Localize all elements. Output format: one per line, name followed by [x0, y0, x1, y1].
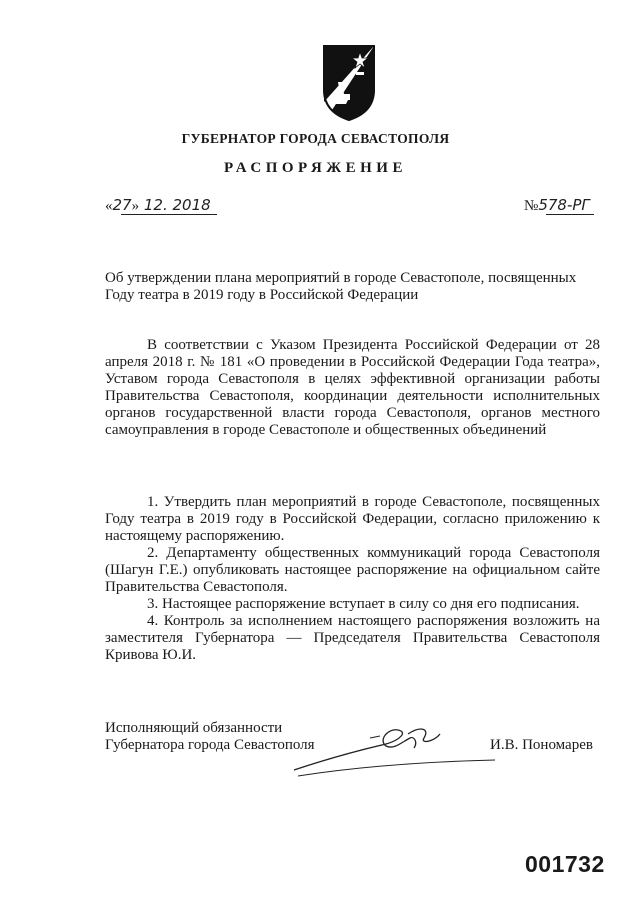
preamble-text: В соответствии с Указом Президента Российской Федерации от 28 апреля 2018 г. № 181 «О проведении в Российской Федерации Года театра», Уставом города Севастополя в целях эффективной организации работы Правительства Севастополя, координации деятельности исполнительных органов государственной власти города Севастополя, органов местного самоуправления в городе Севастополе и общественных объединений [105, 337, 600, 438]
date-underline [121, 214, 217, 215]
document-type-title: РАСПОРЯЖЕНИЕ [224, 160, 407, 176]
number-underline [546, 214, 594, 215]
signatory-title-line2: Губернатора города Севастополя [105, 737, 315, 753]
number-sign: № [524, 198, 539, 214]
document-date [105, 196, 217, 215]
document-subject: Об утверждении плана мероприятий в городе Севастополе, посвященных Году театра в 2019 году в Российской Федерации [105, 270, 577, 303]
handwritten-signature [290, 720, 500, 780]
serial-number: 001732 [525, 851, 605, 877]
number-value: 578-РГ [538, 196, 590, 214]
signatory-title [105, 720, 315, 754]
order-item: 3. Настоящее распоряжение вступает в силу со дня его подписания. [147, 596, 580, 612]
preamble [105, 337, 600, 439]
issuing-authority: ГУБЕРНАТОР ГОРОДА СЕВАСТОПОЛЯ [181, 131, 450, 146]
date-close-quote: » [131, 198, 140, 214]
signatory-title-line1: Исполняющий обязанности [105, 720, 283, 736]
date-day: 27 [112, 196, 132, 214]
signatory-name: И.В. Пономарев [490, 737, 593, 753]
date-open-quote: « [105, 198, 113, 214]
document-number [524, 196, 594, 215]
order-items [105, 494, 600, 664]
order-item: 2. Департаменту общественных коммуникаций города Севастополя (Шагун Г.Е.) опубликовать настоящее распоряжение на официальном сайте Правительства Севастополя. [105, 545, 600, 595]
coat-of-arms-icon [320, 42, 378, 122]
order-item: 4. Контроль за исполнением настоящего распоряжения возложить на заместителя Губернатора — Председателя Правительства Севастополя Кривова Ю.И. [105, 613, 600, 663]
order-item: 1. Утвердить план мероприятий в городе Севастополе, посвященных Году театра в 2019 году в Российской Федерации, согласно приложению к настоящему распоряжению. [105, 494, 600, 544]
date-month-year: 12. 2018 [139, 196, 211, 214]
